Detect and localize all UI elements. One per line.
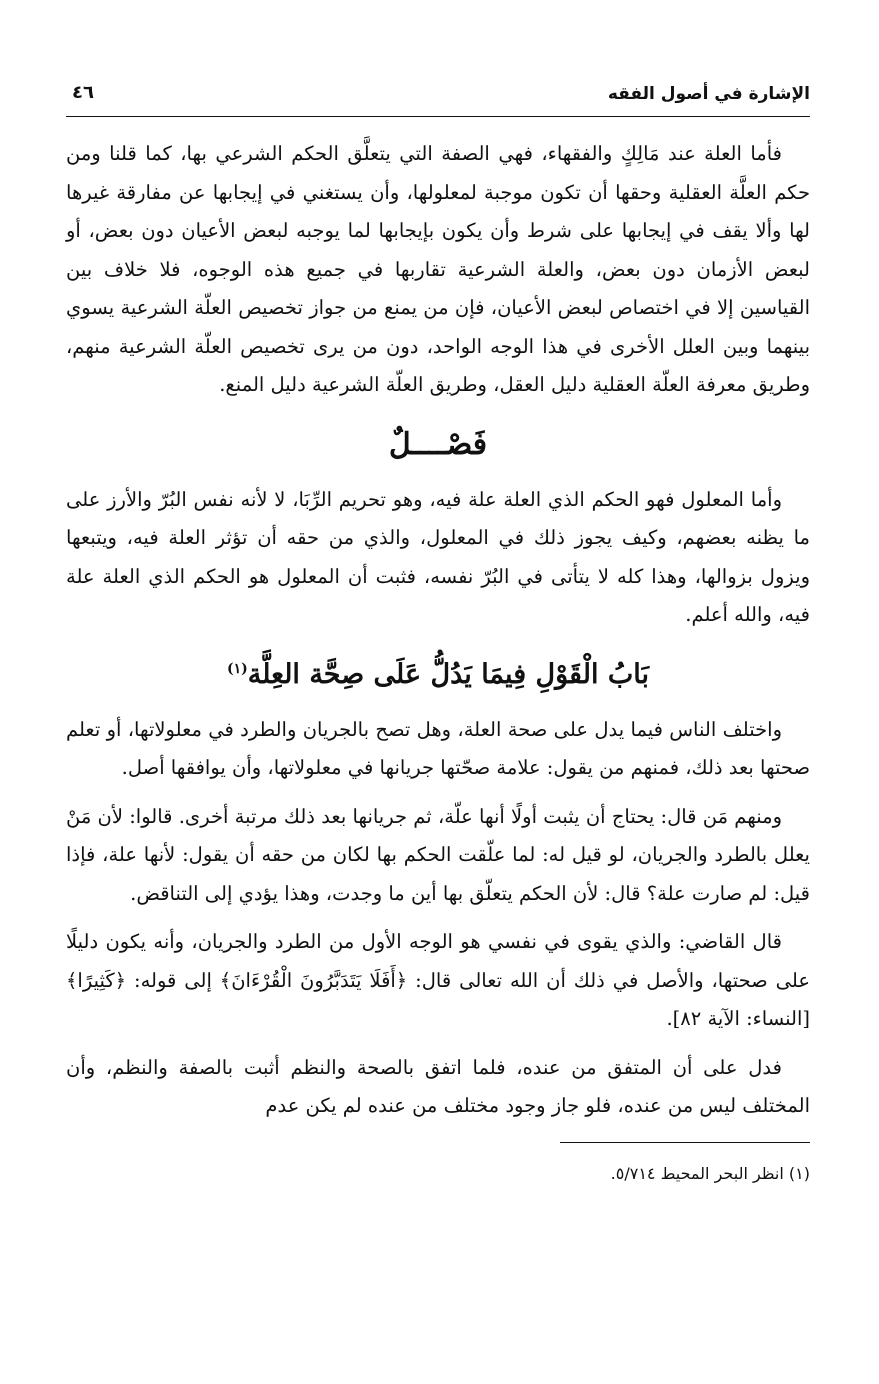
body-text xyxy=(66,135,810,1126)
paragraph: ومنهم مَن قال: يحتاج أن يثبت أولًا أنها علّة، ثم جريانها بعد ذلك مرتبة أخرى. قالوا: لأن مَنْ يعلل بالطرد والجريان، لو قيل له: لما علّقت الحكم بها لكان من حقه أن يقول: لأنها علة، فإذا قيل: لم صارت علة؟ قال: لأن الحكم يتعلّق بها أين ما وجدت، وهذا يؤدي إلى التناقض. xyxy=(66,804,810,905)
footnote-divider xyxy=(560,1142,810,1143)
paragraph: قال القاضي: والذي يقوى في نفسي هو الوجه الأول من الطرد والجريان، وأنه يكون دليلًا على صحتها، والأصل في ذلك أن الله تعالى قال: ﴿أَفَلَا يَتَدَبَّرُونَ الْقُرْءَانَ﴾ إلى قوله: ﴿كَثِيرًا﴾ [النساء: الآية ٨٢]. xyxy=(66,930,810,1030)
paragraph: فدل على أن المتفق من عنده، فلما اتفق بالصحة والنظم أثبت بالصفة والنظم، وأن المختلف ليس من عنده، فلو جاز وجود مختلف من عنده لم يكن عدم xyxy=(66,1055,810,1117)
header-title: الإشارة في أصول الفقه xyxy=(607,84,810,104)
paragraph: واختلف الناس فيما يدل على صحة العلة، وهل تصح بالجريان والطرد في معلولاتها، أو تعلم صحتها بعد ذلك، فمنهم من يقول: علامة صحّتها جريانها في معلولاتها، وأن يوافقها أصل. xyxy=(66,717,810,779)
section-heading: فَصْــــلٌ xyxy=(388,426,488,462)
page-number: ٤٦ xyxy=(72,82,94,103)
chapter-heading xyxy=(66,643,810,701)
book-page xyxy=(66,80,810,1191)
footnote-reference: (١) xyxy=(226,660,248,677)
chapter-heading-text: بَابُ الْقَوْلِ فِيمَا يَدُلُّ عَلَى صِحَّة العِلَّة xyxy=(247,658,650,690)
footnote: (١) انظر البحر المحيط ٥/٧١٤. xyxy=(610,1163,810,1183)
paragraph: وأما المعلول فهو الحكم الذي العلة علة فيه، وهو تحريم الرِّبَا، لا لأنه نفس البُرّ والأرز على ما يظنه بعضهم، وكيف يجوز ذلك في المعلول، والذي من حقه أن تؤثر العلة فيه، ويتبعها ويزول بزوالها، وهذا كله لا يتأتى في البُرّ نفسه، فثبت أن المعلول هو الحكم الذي العلة علة فيه، والله أعلم. xyxy=(66,487,810,626)
paragraph: فأما العلة عند مَالِكٍ والفقهاء، فهي الصفة التي يتعلَّق الحكم الشرعي بها، كما قلنا ومن حكم العلَّة العقلية وحقها أن تكون موجبة لمعلولها، وأن يستغني في إيجابها عن مفارقة غيرها لها وألا يقف في إيجابها على شرط وأن يكون بإيجابها لما يوجبه لبعض الأعيان دون بعض، أو لبعض الأزمان دون بعض، والعلة الشرعية تقاربها في جميع هذه الوجوه، فلا خلاف بين القياسين إلا في اختصاص لبعض الأعيان، فإن من يمنع من جواز تخصيص العلّة الشرعية يسوي بينهما وبين العلل الأخرى في هذا الوجه الواحد، دون من يرى تخصيص العلّة الشرعية منهم، وطريق معرفة العلّة العقلية دليل العقل، وطريق العلّة الشرعية دليل المنع. xyxy=(66,142,810,396)
running-header xyxy=(66,80,810,117)
